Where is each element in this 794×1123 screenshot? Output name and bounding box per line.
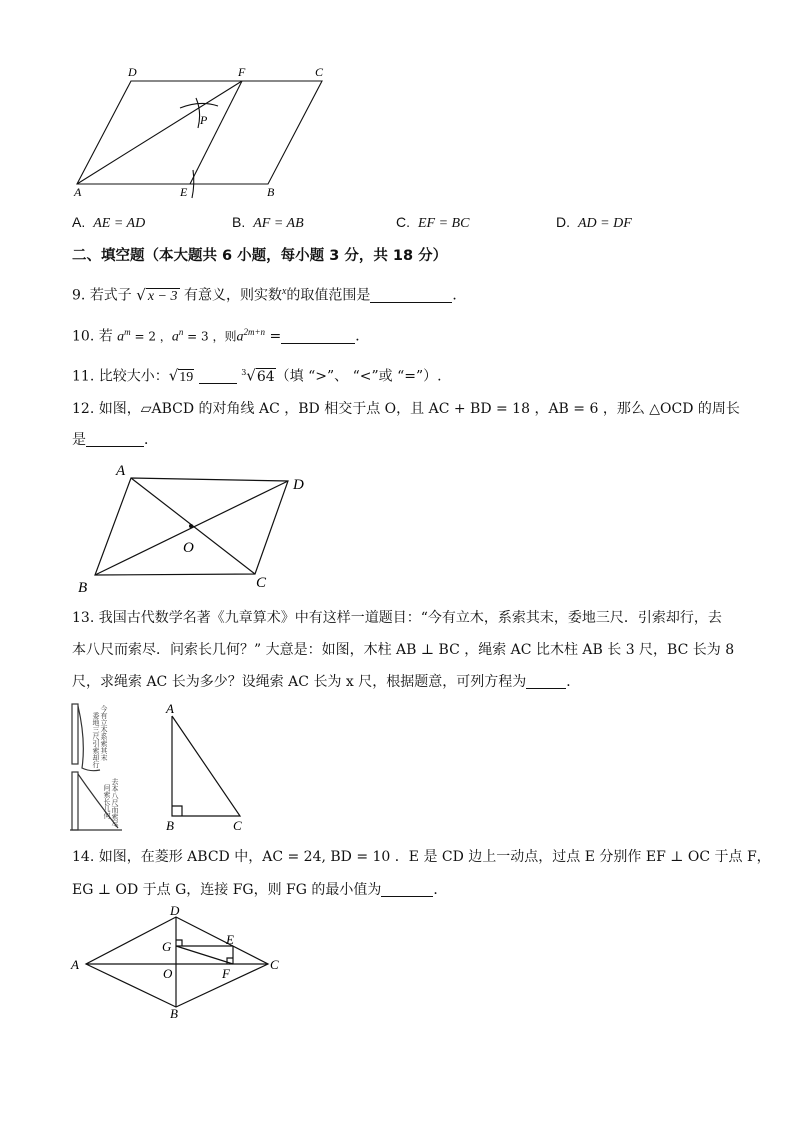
figure-parallelogram-diagonals	[70, 458, 320, 598]
question-9	[72, 282, 466, 307]
ancient-text-1: 今有立木系索其末	[100, 705, 108, 761]
q11-sqrt-2: 64	[256, 368, 275, 385]
q10-base-3: a	[236, 329, 244, 345]
figure-right-triangle	[158, 700, 258, 835]
option-c-label: C.	[396, 214, 410, 230]
label-A: A	[74, 185, 82, 199]
question-11: 11. 比较大小：√19 $^3$√64（填 “>”、 “<”或 “=”）.	[72, 366, 442, 385]
label-B: B	[166, 818, 174, 833]
option-a	[72, 214, 145, 232]
q13-line-3-text: 尺，求绳索 AC 长为多少？设绳索 AC 长为 x 尺，根据题意，可列方程为	[72, 674, 527, 690]
q14-line-2-text: EG ⊥ OD 于点 G，连接 FG，则 FG 的最小值为	[72, 882, 382, 898]
q9-text-a: 若式子	[89, 287, 132, 304]
question-12-line-1: 12. 如图，▱ABCD 的对角线 AC ，BD 相交于点 O，且 AC + BD = 18 ，AB = 6 ，那么 △OCD 的周长	[72, 401, 740, 417]
label-C: C	[270, 957, 279, 972]
q10-exp-1: m	[124, 327, 131, 337]
label-F: F	[238, 65, 246, 79]
q10-base-2: a	[171, 329, 179, 345]
q12-line-2-text: 是	[72, 432, 86, 448]
label-C: C	[256, 575, 267, 591]
option-b-label: B.	[232, 214, 246, 230]
ancient-text-3: 去本八尺而索尽	[111, 778, 119, 827]
q11-root-index: 3	[241, 368, 247, 377]
q10-text-c: = 2 ，	[130, 329, 172, 344]
label-B: B	[170, 1006, 178, 1020]
question-14-line-2	[72, 880, 447, 900]
q9-answer-blank[interactable]	[370, 286, 452, 303]
section-title: 二、填空题（本大题共 6 小题，每小题 3 分，共 18 分）	[72, 248, 448, 264]
label-D: D	[128, 65, 137, 79]
label-A: A	[166, 701, 174, 716]
q11-sqrt-1: 19	[179, 369, 194, 385]
question-13-line-2: 本八尺而索尽．问索长几何？” 大意是：如图，木柱 AB ⊥ BC ，绳索 AC 比木柱 AB 长 3 尺，BC 长为 8	[72, 642, 735, 658]
q10-text-a: 若	[98, 328, 113, 345]
q9-text-c: 的取值范围是	[286, 287, 371, 304]
label-E: E	[226, 932, 234, 947]
question-13-line-3	[72, 672, 580, 692]
q9-number: 9.	[72, 287, 86, 304]
option-c-text: EF = BC	[418, 216, 470, 231]
q9-var: x	[281, 286, 287, 297]
question-14-line-1: 14. 如图，在菱形 ABCD 中，AC = 24, BD = 10 ．E 是 CD 边上一动点，过点 E 分别作 EF ⊥ OC 于点 F，	[72, 849, 771, 865]
q10-exp-2: n	[178, 327, 184, 337]
figure-parallelogram-construction	[60, 60, 360, 210]
label-D: D	[293, 477, 304, 493]
q10-text-e: = 3 ，则	[183, 329, 237, 344]
q12-end: ．	[144, 432, 158, 448]
label-B: B	[78, 580, 88, 596]
q11-text-b: （填 “>”、 “<”或 “=”）.	[275, 368, 442, 385]
label-F: F	[222, 966, 230, 981]
q10-exp-3: 2m+n	[243, 327, 266, 337]
q10-text-g: =	[265, 328, 282, 345]
q9-radicand: x − 3	[147, 288, 178, 304]
figure-rhombus	[66, 905, 296, 1020]
label-G: G	[162, 939, 172, 954]
question-12-line-2	[72, 430, 158, 450]
q9-text-b: 有意义，则实数	[183, 287, 282, 304]
option-a-label: A.	[72, 214, 86, 230]
q10-end: ．	[355, 328, 370, 345]
label-O: O	[163, 966, 173, 981]
label-A: A	[71, 957, 79, 972]
label-C: C	[233, 818, 242, 833]
label-C: C	[315, 65, 324, 79]
q14-answer-blank[interactable]	[381, 880, 433, 897]
label-B: B	[267, 185, 275, 199]
option-d-label: D.	[556, 214, 570, 230]
q10-answer-blank[interactable]	[281, 327, 355, 344]
q10-number: 10.	[72, 328, 95, 345]
question-13-line-1: 13. 我国古代数学名著《九章算术》中有这样一道题目：“今有立木，系索其末，委地三尺．引索却行，去	[72, 610, 722, 626]
label-A: A	[116, 463, 126, 479]
sqrt-expression: √ x − 3	[136, 285, 178, 304]
q13-answer-blank[interactable]	[526, 672, 566, 689]
q14-end: ．	[433, 882, 448, 898]
label-D: D	[170, 905, 180, 918]
q11-answer-blank[interactable]	[199, 367, 237, 384]
q12-answer-blank[interactable]	[86, 430, 144, 447]
q9-end: ．	[452, 287, 467, 304]
label-E: E	[180, 185, 188, 199]
label-P: P	[200, 113, 208, 127]
q11-number: 11.	[72, 368, 95, 385]
option-d-text: AD = DF	[578, 216, 632, 231]
option-c	[396, 214, 469, 232]
option-b	[232, 214, 304, 232]
ancient-text-4: 问索长几何	[103, 784, 111, 819]
q11-text-a: 比较大小：	[98, 368, 169, 385]
question-10	[72, 322, 369, 348]
option-a-text: AE = AD	[93, 216, 146, 231]
q10-base-1: a	[117, 329, 125, 345]
ancient-text-2: 委地三尺引索却行	[92, 712, 100, 768]
q13-end: ．	[566, 674, 581, 690]
option-b-text: AF = AB	[253, 216, 304, 231]
option-d	[556, 214, 632, 232]
label-O: O	[183, 540, 194, 556]
